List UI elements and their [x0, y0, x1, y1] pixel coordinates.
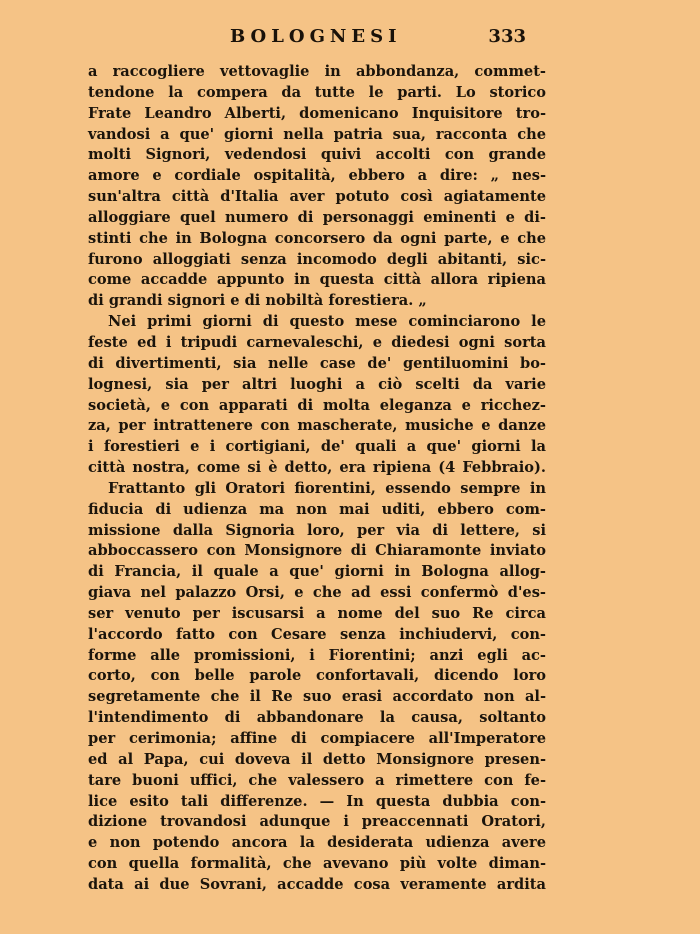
- text-line: stinti che in Bologna concorsero da ogni parte, e che: [88, 229, 546, 247]
- text-line: za, per intrattenere con mascherate, musiche e danze: [88, 417, 546, 435]
- text-line: l'accordo fatto con Cesare senza inchiudervi, con-: [88, 625, 546, 643]
- text-line: furono alloggiati senza incomodo degli abitanti, sic-: [88, 250, 546, 268]
- text-line: missione dalla Signoria loro, per via di lettere, si: [88, 521, 546, 539]
- text-line: dizione trovandosi adunque i preaccennati Oratori,: [88, 813, 546, 831]
- text-line: i forestieri e i cortigiani, de' quali a que' giorni la: [88, 438, 546, 456]
- page-header: [88, 26, 540, 50]
- text-line: società, e con apparati di molta eleganza e ricchez-: [88, 396, 546, 414]
- text-line: corto, con belle parole confortavali, dicendo loro: [88, 667, 546, 685]
- text-line: amore e cordiale ospitalità, ebbero a dire: „ nes-: [88, 167, 546, 185]
- text-line: abboccassero con Monsignore di Chiaramonte inviato: [88, 542, 546, 560]
- text-line: data ai due Sovrani, accadde cosa veramente ardita: [88, 875, 546, 893]
- text-line: di divertimenti, sia nelle case de' gentiluomini bo-: [88, 354, 546, 372]
- text-line: giava nel palazzo Orsi, e che ad essi confermò d'es-: [88, 584, 546, 602]
- text-line: a raccogliere vettovaglie in abbondanza, commet-: [88, 63, 546, 80]
- text-line: di Francia, il quale a que' giorni in Bologna allog-: [88, 563, 546, 581]
- text-line: tare buoni uffici, che valessero a rimettere con fe-: [88, 771, 546, 789]
- text-line: sun'altra città d'Italia aver potuto così agiatamente: [88, 188, 546, 206]
- text-line: Nei primi giorni di questo mese cominciarono le: [108, 313, 546, 331]
- page-number: 333: [488, 26, 526, 47]
- text-line: ser venuto per iscusarsi a nome del suo Re circa: [88, 604, 546, 622]
- text-line: vandosi a que' giorni nella patria sua, racconta che: [88, 125, 546, 143]
- text-line: fiducia di udienza ma non mai uditi, ebbero com-: [88, 500, 546, 518]
- text-line: di grandi signori e di nobiltà forestiera. „: [88, 292, 427, 310]
- text-line: forme alle promissioni, i Fiorentini; anzi egli ac-: [88, 646, 546, 664]
- text-line: per cerimonia; affine di compiacere all'Imperatore: [88, 730, 546, 747]
- text-line: alloggiare quel numero di personaggi eminenti e di-: [88, 208, 546, 226]
- text-line: Frattanto gli Oratori fiorentini, essendo sempre in: [108, 479, 546, 497]
- text-line: città nostra, come si è detto, era ripiena (4 Febbraio).: [88, 459, 546, 477]
- text-line: lognesi, sia per altri luoghi a ciò scelti da varie: [88, 375, 546, 393]
- text-line: e non potendo ancora la desiderata udienza avere: [88, 834, 546, 852]
- text-line: tendone la compera da tutte le parti. Lo storico: [88, 83, 546, 101]
- text-line: ed al Papa, cui doveva il detto Monsignore presen-: [88, 750, 546, 768]
- body-text: [88, 62, 546, 896]
- text-line: come accadde appunto in questa città allora ripiena: [88, 271, 546, 289]
- text-line: l'intendimento di abbandonare la causa, soltanto: [88, 709, 546, 727]
- text-line: Frate Leandro Alberti, domenicano Inquisitore tro-: [88, 104, 546, 122]
- running-title: BOLOGNESI: [230, 26, 402, 47]
- text-line: segretamente che il Re suo erasi accordato non al-: [88, 688, 546, 706]
- text-line: molti Signori, vedendosi quivi accolti con grande: [88, 146, 546, 164]
- text-line: con quella formalità, che avevano più volte diman-: [88, 855, 546, 873]
- text-line: feste ed i tripudi carnevaleschi, e diedesi ogni sorta: [88, 333, 546, 351]
- text-line: lice esito tali differenze. — In questa dubbia con-: [88, 792, 546, 810]
